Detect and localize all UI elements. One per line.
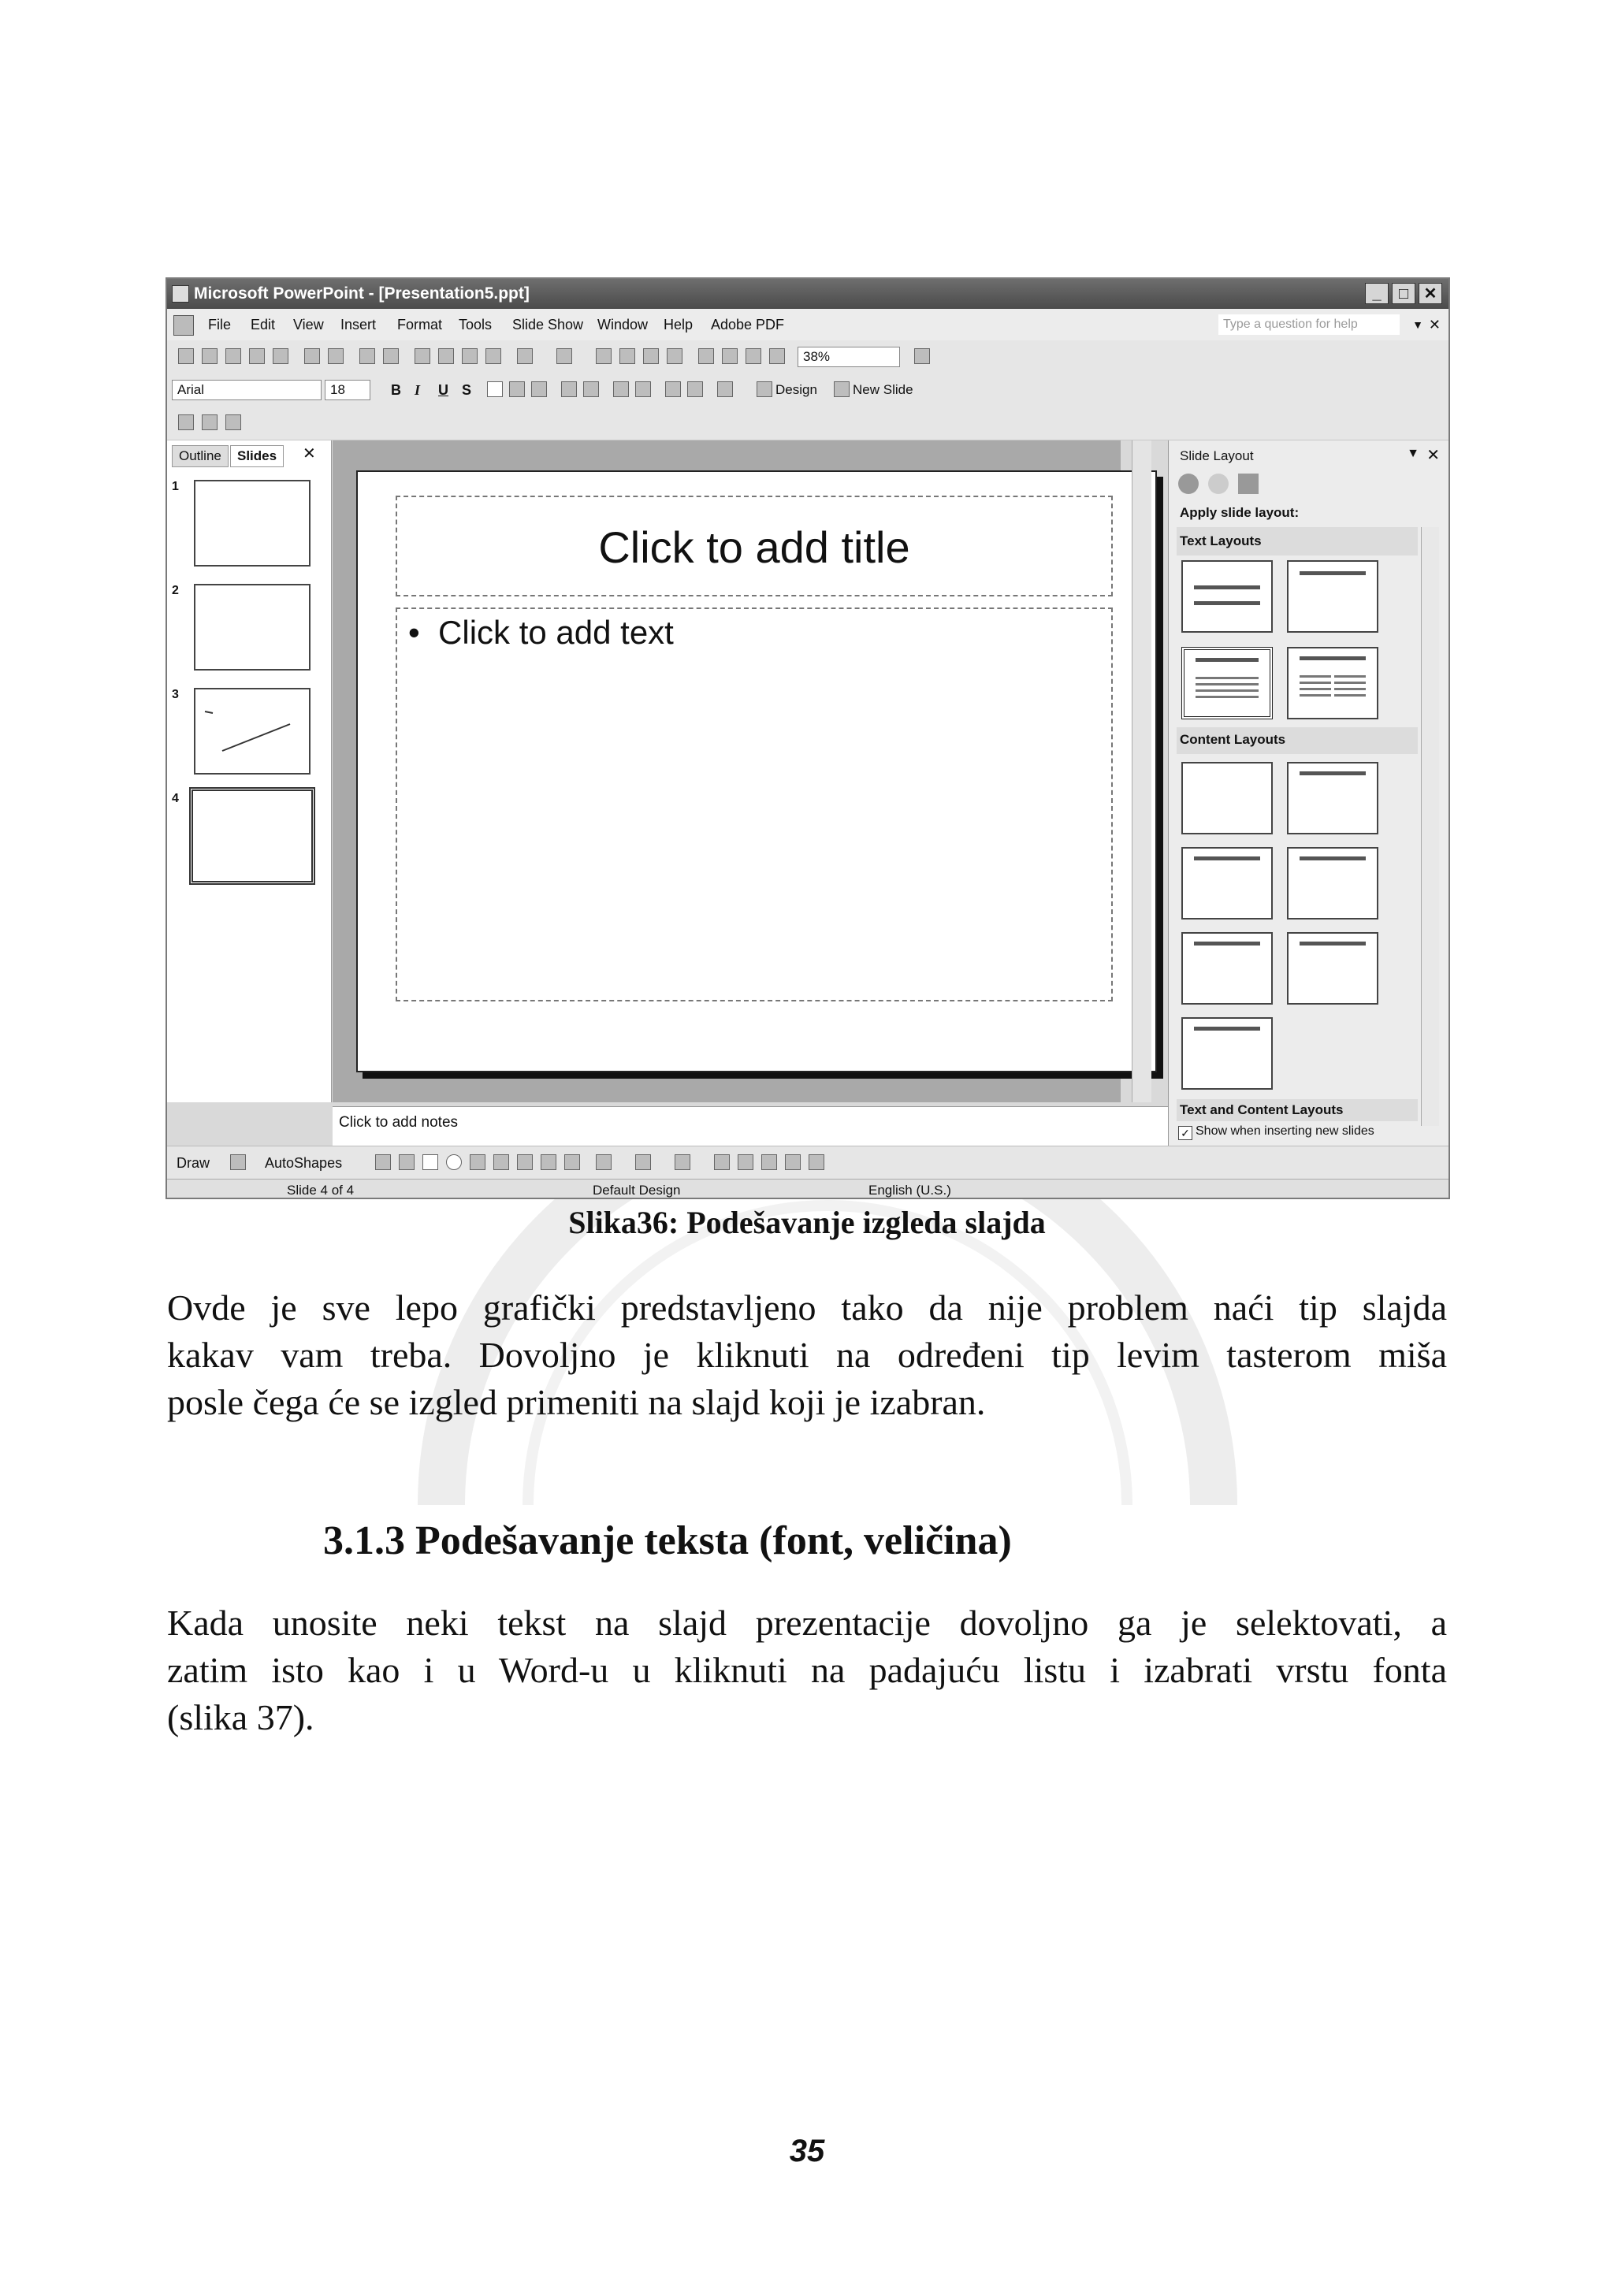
picture-icon[interactable] bbox=[564, 1154, 580, 1170]
line-color-icon[interactable] bbox=[635, 1154, 651, 1170]
increase-indent-icon[interactable] bbox=[687, 381, 703, 397]
dash-style-icon[interactable] bbox=[738, 1154, 753, 1170]
fill-color-icon[interactable] bbox=[596, 1154, 612, 1170]
show-grid-icon[interactable] bbox=[746, 348, 761, 364]
drawing-toolbar bbox=[167, 1146, 1449, 1180]
slides-pane bbox=[167, 440, 332, 1102]
text-layouts-heading: Text Layouts bbox=[1180, 533, 1262, 548]
paragraph-1-line: kakav vam treba. Dovoljno je kliknuti na određeni tip levim tasterom miša bbox=[167, 1335, 1447, 1375]
maximize-button[interactable]: □ bbox=[1392, 283, 1415, 304]
autoshapes-menu[interactable]: AutoShapes bbox=[265, 1155, 343, 1171]
bullets-icon[interactable] bbox=[583, 381, 599, 397]
content-layouts-heading: Content Layouts bbox=[1180, 732, 1286, 747]
task-pane-title: Slide Layout bbox=[1180, 448, 1254, 463]
cut-icon[interactable] bbox=[415, 348, 430, 364]
powerpoint-screenshot bbox=[165, 277, 1450, 1199]
slide-editing-area bbox=[333, 440, 1121, 1102]
menu-slide-show[interactable]: Slide Show bbox=[512, 317, 584, 333]
insert-picture-icon[interactable] bbox=[667, 348, 682, 364]
page-number: 35 bbox=[789, 2134, 825, 2168]
expand-all-icon[interactable] bbox=[698, 348, 714, 364]
layout-title-only[interactable] bbox=[1287, 560, 1378, 633]
layout-title-and-two-content[interactable] bbox=[1287, 847, 1378, 920]
numbering-icon[interactable] bbox=[561, 381, 577, 397]
format-painter-icon[interactable] bbox=[485, 348, 501, 364]
menu-bar bbox=[167, 309, 1449, 340]
new-slide-button[interactable]: New Slide bbox=[853, 382, 913, 397]
slide-thumbnail-2[interactable] bbox=[194, 584, 311, 671]
close-pane-icon[interactable]: ✕ bbox=[303, 445, 316, 463]
current-slide bbox=[356, 470, 1157, 1072]
align-left-icon[interactable] bbox=[487, 381, 503, 397]
powerpoint-app-icon bbox=[172, 285, 189, 303]
layout-two-column-text[interactable] bbox=[1287, 647, 1378, 719]
insert-table-icon[interactable] bbox=[619, 348, 635, 364]
menu-tools[interactable]: Tools bbox=[459, 317, 493, 333]
task-pane-close-icon[interactable]: ✕ bbox=[1426, 447, 1440, 464]
design-icon[interactable] bbox=[757, 381, 772, 397]
body-placeholder-row bbox=[408, 614, 674, 652]
forward-icon[interactable] bbox=[1208, 474, 1229, 494]
tab-slides[interactable]: Slides bbox=[230, 445, 284, 467]
menu-format[interactable]: Format bbox=[397, 317, 443, 333]
layout-title-four-content[interactable] bbox=[1287, 932, 1378, 1005]
increase-font-icon[interactable] bbox=[613, 381, 629, 397]
help-dropdown-icon[interactable]: ▼ bbox=[1412, 318, 1423, 331]
window-title: Microsoft PowerPoint - [Presentation5.ppt] bbox=[194, 284, 530, 303]
standard-toolbar bbox=[167, 340, 1449, 374]
show-when-inserting-checkbox[interactable]: ✓ bbox=[1178, 1126, 1192, 1140]
body-placeholder-text: Click to add text bbox=[438, 614, 674, 651]
text-and-content-layouts-heading: Text and Content Layouts bbox=[1180, 1102, 1344, 1117]
pdf-review-icon[interactable] bbox=[225, 414, 241, 430]
paragraph-1-line: posle čega će se izgled primeniti na slajd koji je izabran. bbox=[167, 1382, 986, 1422]
menu-window[interactable]: Window bbox=[597, 317, 649, 333]
layout-title-and-content[interactable] bbox=[1181, 847, 1273, 920]
slide-layout-task-pane bbox=[1168, 440, 1450, 1150]
diagram-icon[interactable] bbox=[517, 1154, 533, 1170]
tables-borders-icon[interactable] bbox=[643, 348, 659, 364]
notes-pane[interactable]: Click to add notes bbox=[333, 1106, 1168, 1146]
pdf-toolbar bbox=[167, 407, 1449, 440]
layout-four-content[interactable] bbox=[1181, 1017, 1273, 1090]
menu-adobe-pdf[interactable]: Adobe PDF bbox=[711, 317, 785, 333]
arrow-icon[interactable] bbox=[399, 1154, 415, 1170]
align-center-icon[interactable] bbox=[509, 381, 525, 397]
body-placeholder[interactable] bbox=[396, 607, 1113, 1001]
color-grayscale-icon[interactable] bbox=[769, 348, 785, 364]
draw-menu[interactable]: Draw bbox=[177, 1155, 210, 1171]
paragraph-2-line: zatim isto kao i u Word-u u kliknuti na padajuću listu i izabrati vrstu fonta bbox=[167, 1650, 1447, 1690]
wordart-icon[interactable] bbox=[493, 1154, 509, 1170]
slide-thumbnail-1[interactable] bbox=[194, 480, 311, 567]
decrease-font-icon[interactable] bbox=[635, 381, 651, 397]
save-icon[interactable] bbox=[225, 348, 241, 364]
print-preview-icon[interactable] bbox=[328, 348, 344, 364]
paragraph-2-line: Kada unosite neki tekst na slajd prezentacije dovoljno ga je selektovati, a bbox=[167, 1603, 1447, 1643]
select-objects-icon[interactable] bbox=[230, 1154, 246, 1170]
permission-icon[interactable] bbox=[249, 348, 265, 364]
menu-edit[interactable]: Edit bbox=[251, 317, 276, 333]
pdf-email-icon[interactable] bbox=[202, 414, 218, 430]
new-icon[interactable] bbox=[178, 348, 194, 364]
paragraph-2 bbox=[167, 1599, 1447, 1741]
paste-icon[interactable] bbox=[462, 348, 478, 364]
clip-art-icon[interactable] bbox=[541, 1154, 556, 1170]
design-button[interactable]: Design bbox=[775, 382, 817, 397]
bullet-icon: • bbox=[408, 614, 439, 651]
convert-to-pdf-icon[interactable] bbox=[178, 414, 194, 430]
line-icon[interactable] bbox=[375, 1154, 391, 1170]
menu-view[interactable]: View bbox=[293, 317, 324, 333]
task-pane-scrollbar[interactable] bbox=[1421, 527, 1439, 1126]
slide-number: 4 bbox=[172, 792, 179, 805]
decrease-indent-icon[interactable] bbox=[665, 381, 681, 397]
menu-file[interactable]: File bbox=[208, 317, 232, 333]
font-size-select[interactable]: 18 bbox=[325, 380, 370, 400]
paragraph-1 bbox=[167, 1284, 1447, 1426]
paragraph-2-line: (slika 37). bbox=[167, 1697, 314, 1737]
undo-icon[interactable] bbox=[517, 348, 533, 364]
status-slide-count: Slide 4 of 4 bbox=[287, 1183, 355, 1198]
bold-button[interactable]: B bbox=[391, 382, 401, 398]
research-icon[interactable] bbox=[383, 348, 399, 364]
home-icon[interactable] bbox=[1238, 474, 1259, 494]
slide-thumbnail-3[interactable] bbox=[194, 688, 311, 775]
section-heading: 3.1.3 Podešavanje teksta (font, veličina) bbox=[323, 1518, 1012, 1563]
slide-number: 1 bbox=[172, 480, 179, 493]
title-placeholder-text: Click to add title bbox=[598, 522, 910, 572]
underline-button[interactable]: U bbox=[438, 382, 448, 398]
font-name-select[interactable]: Arial bbox=[172, 380, 322, 400]
menu-help[interactable]: Help bbox=[664, 317, 694, 333]
shadow-style-icon[interactable] bbox=[785, 1154, 801, 1170]
shadow-button[interactable]: S bbox=[462, 382, 472, 398]
copy-icon[interactable] bbox=[438, 348, 454, 364]
title-placeholder[interactable] bbox=[396, 496, 1113, 596]
rectangle-icon[interactable] bbox=[422, 1154, 438, 1170]
zoom-select[interactable]: 38% bbox=[798, 347, 900, 367]
minimize-button[interactable]: _ bbox=[1365, 283, 1389, 304]
apply-layout-label: Apply slide layout: bbox=[1180, 505, 1300, 520]
oval-icon[interactable] bbox=[446, 1154, 462, 1170]
close-document-icon[interactable]: ✕ bbox=[1428, 317, 1441, 333]
redo-icon[interactable] bbox=[556, 348, 572, 364]
paragraph-1-line: Ovde je sve lepo grafički predstavljeno tako da nije problem naći tip slajda bbox=[167, 1287, 1447, 1328]
layout-blank[interactable] bbox=[1181, 762, 1273, 834]
formatting-toolbar bbox=[167, 373, 1449, 407]
font-color-draw-icon[interactable] bbox=[675, 1154, 690, 1170]
line-shape bbox=[195, 689, 309, 773]
back-icon[interactable] bbox=[1178, 474, 1199, 494]
layout-content[interactable] bbox=[1287, 762, 1378, 834]
help-icon[interactable] bbox=[914, 348, 930, 364]
insert-chart-icon[interactable] bbox=[596, 348, 612, 364]
new-slide-icon[interactable] bbox=[834, 381, 850, 397]
figure-caption: Slika36: Podešavanje izgleda slajda bbox=[568, 1205, 1046, 1240]
document-icon[interactable] bbox=[173, 315, 194, 336]
3d-style-icon[interactable] bbox=[809, 1154, 824, 1170]
email-icon[interactable] bbox=[273, 348, 288, 364]
italic-button[interactable]: I bbox=[415, 382, 421, 398]
textbox-icon[interactable] bbox=[470, 1154, 485, 1170]
align-right-icon[interactable] bbox=[531, 381, 547, 397]
slide-thumbnail-4-selected[interactable] bbox=[189, 787, 315, 885]
arrow-style-icon[interactable] bbox=[761, 1154, 777, 1170]
layout-title-slide[interactable] bbox=[1181, 560, 1273, 633]
slide-number: 2 bbox=[172, 584, 179, 597]
help-search-input[interactable]: Type a question for help bbox=[1218, 314, 1400, 335]
layout-title-and-text-selected[interactable] bbox=[1181, 647, 1273, 719]
show-when-inserting-label: Show when inserting new slides bbox=[1196, 1124, 1374, 1138]
menu-insert[interactable]: Insert bbox=[340, 317, 377, 333]
layout-title-content-over-content[interactable] bbox=[1181, 932, 1273, 1005]
print-icon[interactable] bbox=[304, 348, 320, 364]
spelling-icon[interactable] bbox=[359, 348, 375, 364]
status-design: Default Design bbox=[593, 1183, 681, 1198]
slide-number: 3 bbox=[172, 688, 179, 701]
vertical-scrollbar[interactable] bbox=[1132, 440, 1151, 1102]
formatting-marks-icon[interactable] bbox=[722, 348, 738, 364]
line-style-icon[interactable] bbox=[714, 1154, 730, 1170]
font-color-icon[interactable] bbox=[717, 381, 733, 397]
close-button[interactable]: ✕ bbox=[1419, 283, 1442, 304]
tab-outline[interactable]: Outline bbox=[172, 445, 229, 467]
status-language: English (U.S.) bbox=[868, 1183, 951, 1198]
status-bar bbox=[167, 1179, 1449, 1199]
task-pane-menu-icon[interactable]: ▼ bbox=[1407, 447, 1419, 460]
open-icon[interactable] bbox=[202, 348, 218, 364]
title-bar bbox=[167, 279, 1449, 309]
